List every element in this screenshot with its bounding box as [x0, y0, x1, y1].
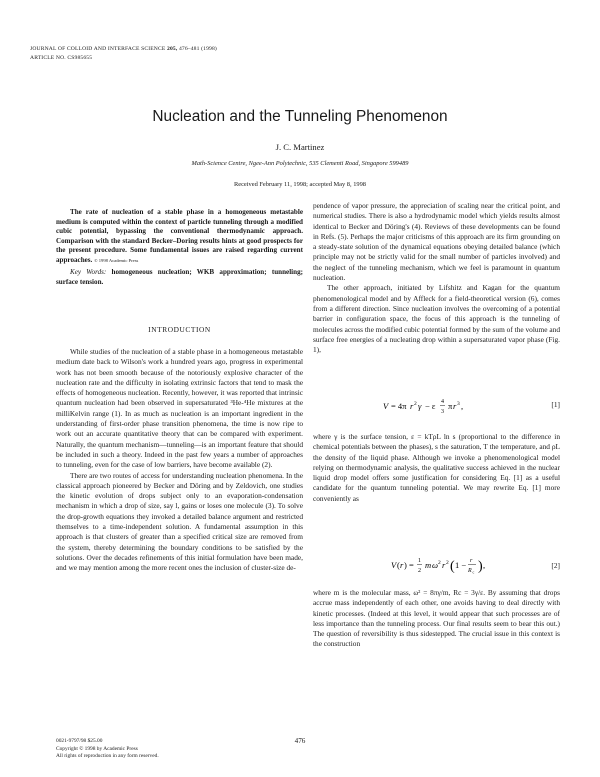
copyright-footer	[56, 738, 159, 761]
svg-text:2: 2	[414, 401, 417, 407]
svg-text:,: ,	[461, 401, 464, 411]
section-heading-introduction: INTRODUCTION	[148, 325, 211, 334]
svg-text:2: 2	[446, 560, 449, 566]
svg-text:) =: ) =	[404, 560, 414, 570]
svg-text:π: π	[448, 401, 453, 411]
svg-text:2: 2	[418, 568, 421, 574]
svg-text:ω: ω	[432, 560, 439, 570]
equation-1-formula	[313, 395, 560, 417]
svg-text:− ε: − ε	[425, 401, 436, 411]
right-column-top	[313, 201, 560, 355]
right-paragraph-2: The other approach, initiated by Lifshitz and Kagan for the quantum phenomenological model and by Affleck for a field-theoretical version (6), comes from a different direction. Since nucleation involves the overcoming of a potential barrier in configuration space, the focus of this approach is the tunneling of molecules across the modified cubic potential formed by the sum of the volume and surface free energies of a nucleating drop within a supersaturated vapor phase (Fig. 1),	[313, 283, 560, 355]
svg-text:r: r	[410, 401, 414, 411]
right-paragraph-3-block	[313, 432, 560, 504]
svg-text:r: r	[400, 560, 404, 570]
equation-2-formula	[313, 551, 560, 581]
right-paragraph-4-block	[313, 588, 560, 650]
svg-text:r: r	[470, 558, 473, 564]
svg-text:4: 4	[441, 399, 444, 405]
svg-text:(: (	[397, 560, 400, 570]
svg-text:1 −: 1 −	[455, 560, 467, 570]
svg-text:= 4π: = 4π	[391, 401, 407, 411]
svg-text:r: r	[453, 401, 457, 411]
svg-text:γ: γ	[418, 401, 422, 411]
footer-issn: 0021-9797/98 $25.00	[56, 738, 103, 744]
journal-header	[30, 45, 217, 62]
equation-1	[313, 395, 560, 417]
abstract	[56, 208, 303, 266]
svg-text:c: c	[472, 569, 475, 575]
journal-pages: 476–481 (1998)	[178, 46, 217, 52]
right-paragraph-1: pendence of vapor pressure, the appreciation of scaling near the critical point, and numerical studies. There is also a hydrodynamic model which yields results almost identical to Becker and Döring's (4). Reviews of these developments can be found in Refs. (5). Perhaps the major criticisms of this approach are its firm grounding on a steady-state solution of the dynamical equations obeying detailed balance (which principle may not be strictly valid for the small number of particles involved) and the neglect of the tunneling mechanism, which we feel is paramount in quantum nucleation.	[313, 201, 560, 283]
abstract-text: The rate of nucleation of a stable phase in a homogeneous metastable medium is computed within the context of particle tunneling through a modified cubic potential, bypassing the conventional thermodynamic approach. Comparison with the standard Becker–Doring results hints at good prospects for the present procedure. Some fundamental issues are raised regarding current approaches.	[56, 208, 303, 264]
author-affiliation: Math-Science Centre, Ngee-Ann Polytechnic, 535 Clementi Road, Singapore 599489	[191, 160, 409, 167]
svg-text:3: 3	[457, 401, 460, 407]
keywords-label: Key Words:	[70, 268, 107, 276]
author-name: J. C. Martinez	[275, 142, 325, 152]
svg-text:1: 1	[418, 558, 421, 564]
intro-paragraph-2: There are two routes of access for understanding nucleation phenomena. In the classical approach pioneered by Becker and Döring and by Zeldovich, one studies the kinetic evolution of drops subject only to an evaporation-condensation mechanism in which a drop of size, say l, gains or loses one molecule (3). To solve the drop-growth equations they invoked a detailed balance argument and restricted themselves to a time-independent solution. A fundamental assumption in this approach is that clusters of greater than a specified critical size are removed from the system, thereby determining the boundary conditions to be satisfied by the solutions. Over the decades refinements of this initial formulation have been made, and we may mention among the more recent ones the inclusion of cluster-size de-	[56, 470, 303, 573]
right-paragraph-3: where γ is the surface tension, ε = kTρL ln s (proportional to the difference in chemical potentials between the phases), s the saturation, T the temperature, and ρL the density of the liquid phase. Although we invoke a phenomenological model relying on thermodynamic analysis, the qualitative success achieved in the nuclear liquid drop model offers some justification for considering Eq. [1] as a useful candidate for the quantum tunneling potential. We may rewrite Eq. [1] more conveniently as	[313, 432, 560, 503]
journal-name: JOURNAL OF COLLOID AND INTERFACE SCIENCE	[30, 46, 166, 52]
right-paragraph-4: where m is the molecular mass, ω² = 8πγ/m, Rc = 3γ/ε. By assuming that drops accrue mass independently of each other, one avoids having to deal directly with kinetic processes. (Indeed at this level, it would appear that such processes are of less importance than the tunneling process. Our final results seem to bear this out.) The question of reversibility is thus sidestepped. The crucial issue in this context is the construction	[313, 588, 560, 649]
article-number: ARTICLE NO. CS985655	[30, 54, 93, 61]
journal-volume: 205,	[167, 46, 178, 52]
svg-text:V: V	[391, 560, 397, 570]
equation-2	[313, 551, 560, 581]
received-dates: Received February 11, 1998; accepted May 8, 1998	[234, 181, 366, 188]
svg-text:(: (	[450, 559, 455, 574]
keywords	[56, 268, 303, 287]
svg-text:R: R	[468, 568, 472, 574]
svg-text:r: r	[442, 560, 446, 570]
svg-text:,: ,	[483, 560, 486, 570]
equation-1-number: [1]	[551, 400, 560, 409]
footer-rights: All rights of reproduction in any form reserved.	[56, 753, 159, 759]
abstract-copyright: © 1998 Academic Press	[94, 257, 139, 263]
introduction-body	[56, 347, 303, 574]
keywords-text: homogeneous nucleation; WKB approximation; tunneling; surface tension.	[56, 268, 303, 286]
equation-2-number: [2]	[551, 561, 560, 570]
page-number: 476	[294, 737, 306, 745]
svg-text:3: 3	[441, 409, 444, 415]
svg-text:m: m	[425, 560, 432, 570]
footer-copyright: Copyright © 1998 by Academic Press	[56, 745, 138, 752]
svg-text:V: V	[383, 401, 389, 411]
svg-text:): )	[478, 559, 483, 574]
svg-text:2: 2	[438, 560, 441, 566]
paper-title: Nucleation and the Tunneling Phenomenon	[152, 108, 448, 125]
intro-paragraph-1: While studies of the nucleation of a stable phase in a homogeneous metastable medium date back to Wilson's work a hundred years ago, progress in experimental work has not been smooth because of the notoriously explosive character of the nucleation rate and the difficulty in isolating extrinsic factors that tend to mask the effects of homogeneous nucleation. Recently, however, it was reported that intrinsic quantum nucleation had been observed in supersaturated ³He-⁴He mixtures at the milliKelvin range (1). In as much as nucleation is an important ingredient in the understanding of first-order phase transition phenomena, the time is now ripe to work out an accurate quantitative theory that can be compared with experiment. Naturally, the quantum mechanism—tunneling—is an important feature that should be included in such a theory. Indeed in the past few years a number of approaches to tunneling, even for the case of low barriers, have become available (2).	[56, 347, 303, 470]
